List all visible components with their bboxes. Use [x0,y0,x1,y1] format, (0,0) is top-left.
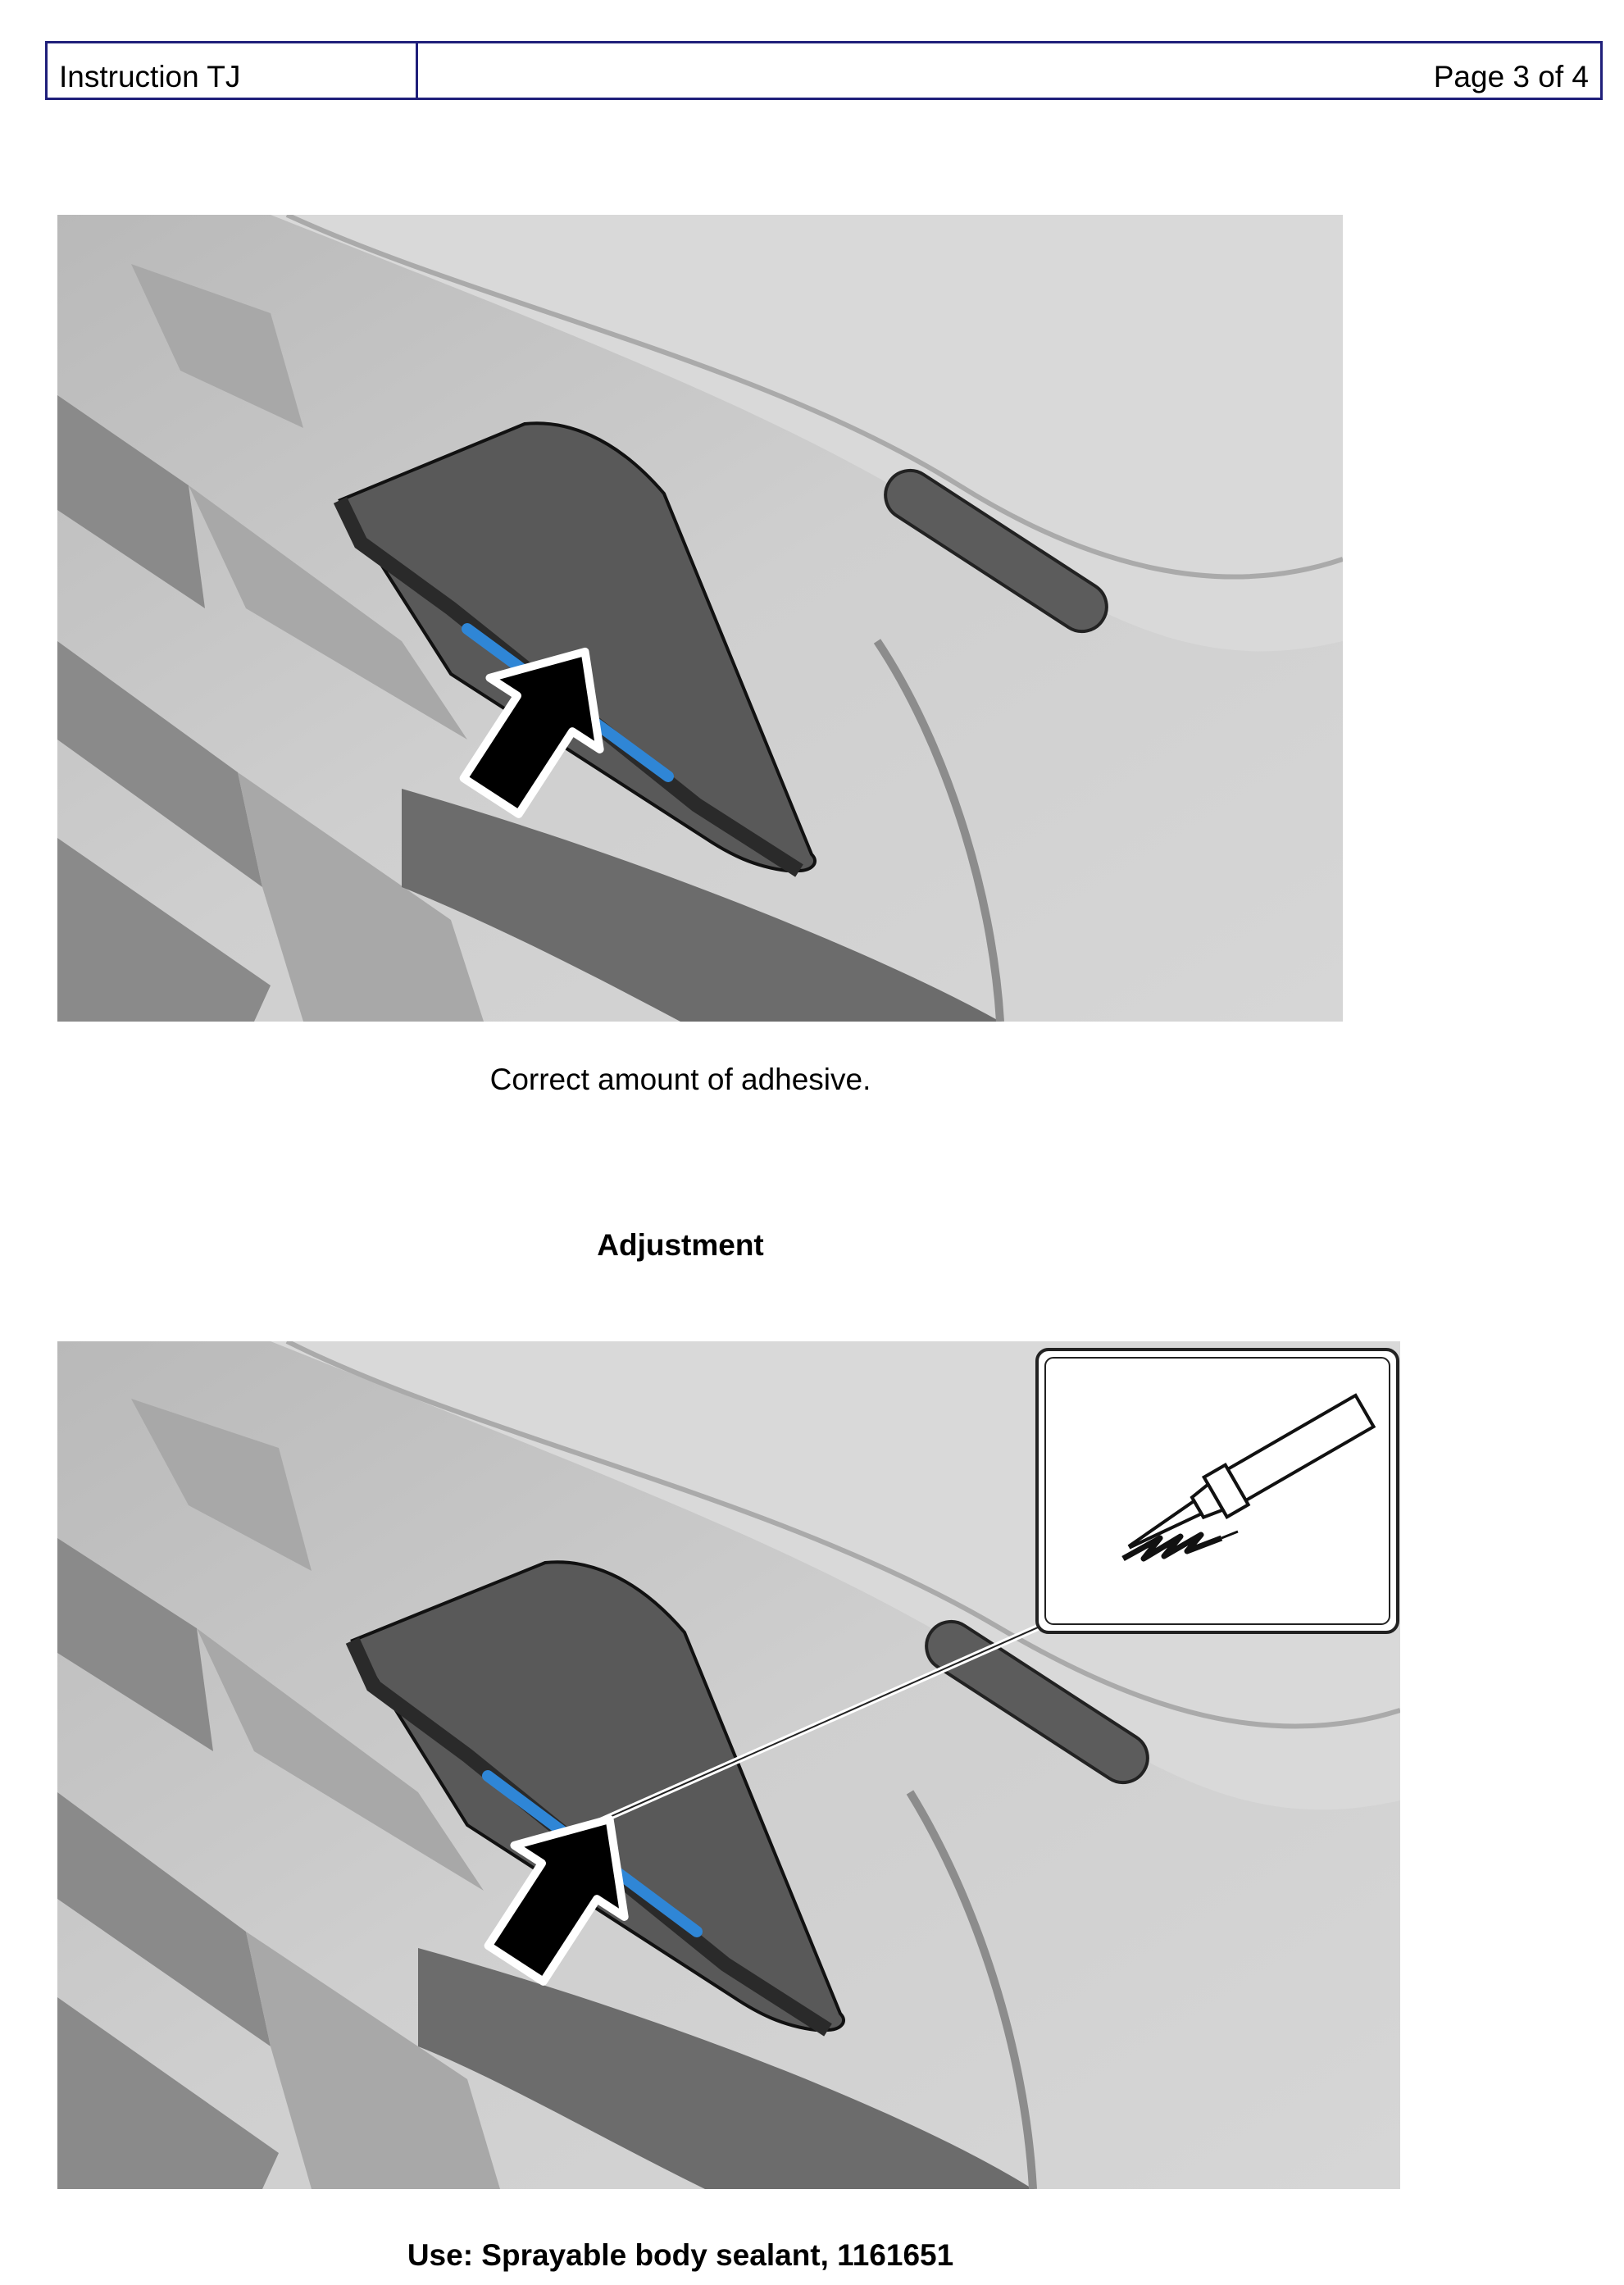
figure2-caption: Use: Sprayable body sealant, 1161651 [407,2238,954,2272]
sealant-illustration-svg [57,1341,1400,2189]
sealant-gun-icon [1037,1350,1398,1632]
page-header [45,41,1603,100]
page-number: Page 3 of 4 [1433,60,1589,93]
adhesive-illustration-svg [57,215,1343,1022]
figure1-caption: Correct amount of adhesive. [489,1063,871,1096]
adhesive-illustration [57,215,1343,1022]
sealant-illustration [57,1341,1400,2189]
document-title: Instruction TJ [48,43,418,98]
section-heading: Adjustment [597,1228,764,1262]
